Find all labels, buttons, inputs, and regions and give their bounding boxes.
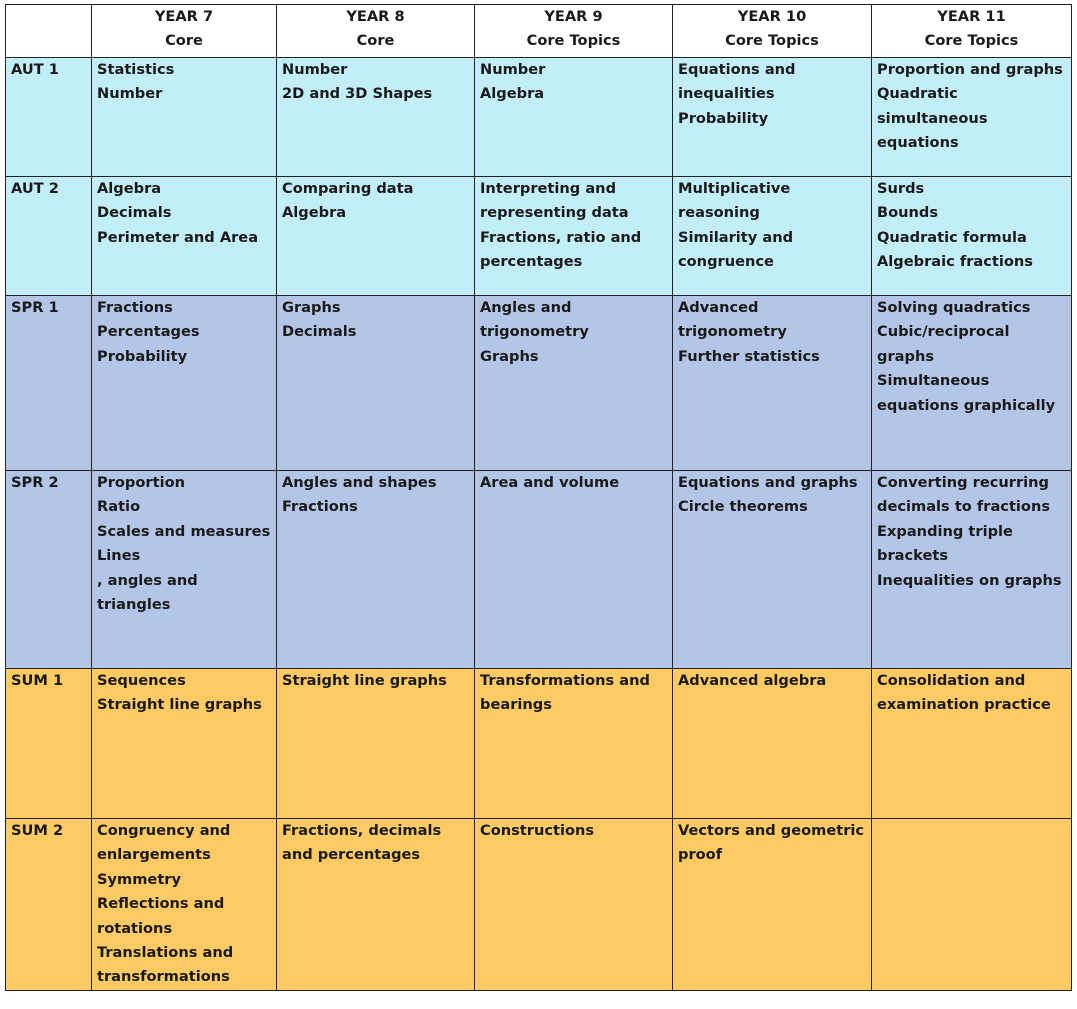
topic-item: Circle theorems: [678, 498, 808, 516]
topic-item: Number: [282, 61, 348, 78]
term-row-3: [6, 296, 1072, 471]
topic-cell-year-7: [92, 471, 277, 669]
topic-item: Cubic/reciprocal graphs: [877, 323, 1010, 365]
topic-cell-year-11: [872, 471, 1072, 669]
topic-item: Decimals: [282, 323, 357, 341]
topic-cell-year-11: [872, 669, 1072, 819]
topic-item: Surds: [877, 180, 925, 197]
topic-item: Further statistics: [678, 347, 820, 365]
topic-item: Algebra: [282, 204, 347, 222]
topic-item: Bounds: [877, 204, 939, 222]
header-year-label: YEAR 10: [737, 8, 807, 25]
curriculum-body: [6, 5, 1072, 991]
header-year-7: [92, 5, 277, 58]
topic-cell-year-11: [872, 58, 1072, 177]
term-label: AUT 1: [6, 58, 92, 177]
topic-cell-year-10: [673, 58, 872, 177]
topic-item: Percentages: [97, 323, 200, 341]
topic-item: Interpreting and representing data: [480, 180, 629, 222]
topic-item: Comparing data: [282, 180, 414, 197]
topic-cell-year-7: [92, 669, 277, 819]
header-sub-label: Core Topics: [924, 32, 1019, 50]
topic-item: Sequences: [97, 672, 186, 689]
header-year-label: YEAR 11: [937, 8, 1006, 25]
topic-item: Perimeter and Area: [97, 228, 259, 246]
topic-item: Angles and shapes: [282, 474, 437, 491]
topic-item: Straight line graphs: [282, 672, 447, 689]
topic-item: Advanced algebra: [678, 672, 827, 689]
topic-item: Quadratic formula: [877, 228, 1027, 246]
topic-item: Equations and inequalities: [678, 61, 796, 103]
topic-item: Transformations and bearings: [480, 672, 650, 714]
term-row-5: [6, 669, 1072, 819]
term-row-6: [6, 819, 1072, 991]
topic-item: Graphs: [480, 347, 539, 365]
topic-cell-year-9: [475, 819, 673, 991]
topic-item: Reflections and rotations: [97, 895, 225, 937]
header-year-11: [872, 5, 1072, 58]
topic-item: Multiplicative reasoning: [678, 180, 791, 222]
header-year-10: [673, 5, 872, 58]
topic-item: Number: [480, 61, 546, 78]
topic-item: 2D and 3D Shapes: [282, 85, 433, 103]
topic-cell-year-8: [277, 669, 475, 819]
term-label: SPR 1: [6, 296, 92, 471]
term-row-2: [6, 177, 1072, 296]
term-label: SPR 2: [6, 471, 92, 669]
topic-item: Scales and measures: [97, 522, 271, 540]
topic-item: Fractions: [97, 299, 173, 316]
topic-cell-year-8: [277, 177, 475, 296]
topic-item: Area and volume: [480, 474, 620, 491]
topic-item: Congruency and enlargements: [97, 822, 231, 864]
topic-item: Fractions, decimals and percentages: [282, 822, 442, 864]
topic-item: Expanding triple brackets: [877, 522, 1013, 565]
topic-item: Constructions: [480, 822, 595, 839]
topic-cell-year-10: [673, 471, 872, 669]
topic-item: Straight line graphs: [97, 696, 262, 714]
topic-cell-year-10: [673, 296, 872, 471]
header-corner-cell: [6, 5, 92, 58]
topic-cell-year-9: [475, 296, 673, 471]
topic-cell-year-10: [673, 177, 872, 296]
topic-item: Probability: [678, 109, 769, 127]
curriculum-table: [5, 4, 1072, 991]
topic-cell-year-7: [92, 819, 277, 991]
topic-item: , angles and triangles: [97, 571, 198, 614]
topic-item: Algebra: [480, 85, 545, 103]
topic-item: Ratio: [97, 498, 141, 516]
topic-cell-year-8: [277, 58, 475, 177]
term-label: AUT 2: [6, 177, 92, 296]
topic-item: Solving quadratics: [877, 299, 1031, 316]
topic-item: Probability: [97, 347, 188, 365]
term-row-4: [6, 471, 1072, 669]
topic-cell-year-10: [673, 819, 872, 991]
topic-item: Quadratic simultaneous equations: [877, 85, 988, 152]
topic-cell-year-7: [92, 296, 277, 471]
term-label: SUM 2: [6, 819, 92, 991]
header-year-8: [277, 5, 475, 58]
topic-cell-year-8: [277, 296, 475, 471]
topic-item: Equations and graphs: [678, 474, 858, 491]
topic-item: Fractions, ratio and percentages: [480, 228, 642, 271]
topic-item: Similarity and congruence: [678, 228, 794, 271]
topic-item: Algebraic fractions: [877, 253, 1033, 271]
topic-cell-year-8: [277, 471, 475, 669]
topic-cell-year-9: [475, 58, 673, 177]
topic-item: Statistics: [97, 61, 175, 78]
topic-item: Vectors and geometric proof: [678, 822, 865, 864]
header-year-label: YEAR 7: [154, 8, 214, 25]
topic-cell-year-9: [475, 471, 673, 669]
topic-cell-year-7: [92, 58, 277, 177]
topic-item: Simultaneous equations graphically: [877, 372, 1056, 414]
topic-item: Proportion and graphs: [877, 61, 1063, 78]
header-sub-label: Core: [356, 32, 395, 50]
topic-item: Advanced trigonometry: [678, 299, 787, 341]
topic-cell-year-8: [277, 819, 475, 991]
topic-item: Number: [97, 85, 163, 103]
topic-item: Proportion: [97, 474, 185, 491]
term-label: SUM 1: [6, 669, 92, 819]
topic-cell-year-11: [872, 296, 1072, 471]
header-year-label: YEAR 9: [544, 8, 603, 25]
header-sub-label: Core Topics: [725, 32, 819, 50]
header-sub-label: Core: [165, 32, 203, 50]
topic-cell-year-11: [872, 177, 1072, 296]
topic-item: Decimals: [97, 204, 172, 222]
topic-cell-year-11: [872, 819, 1072, 991]
topic-item: Inequalities on graphs: [877, 571, 1062, 589]
topic-cell-year-7: [92, 177, 277, 296]
topic-item: Symmetry: [97, 870, 182, 888]
header-year-label: YEAR 8: [346, 8, 405, 25]
topic-item: Consolidation and examination practice: [877, 672, 1051, 714]
topic-item: Fractions: [282, 498, 358, 516]
topic-item: Angles and trigonometry: [480, 299, 589, 341]
topic-cell-year-9: [475, 669, 673, 819]
topic-item: Converting recurring decimals to fractions: [877, 474, 1051, 516]
topic-item: Graphs: [282, 299, 341, 316]
header-year-9: [475, 5, 673, 58]
topic-cell-year-9: [475, 177, 673, 296]
topic-item: Translations and transformations: [97, 944, 234, 986]
header-row: [6, 5, 1072, 58]
topic-cell-year-10: [673, 669, 872, 819]
topic-item: Algebra: [97, 180, 162, 197]
topic-item: Lines: [97, 547, 141, 565]
header-sub-label: Core Topics: [526, 32, 621, 50]
term-row-1: [6, 58, 1072, 177]
